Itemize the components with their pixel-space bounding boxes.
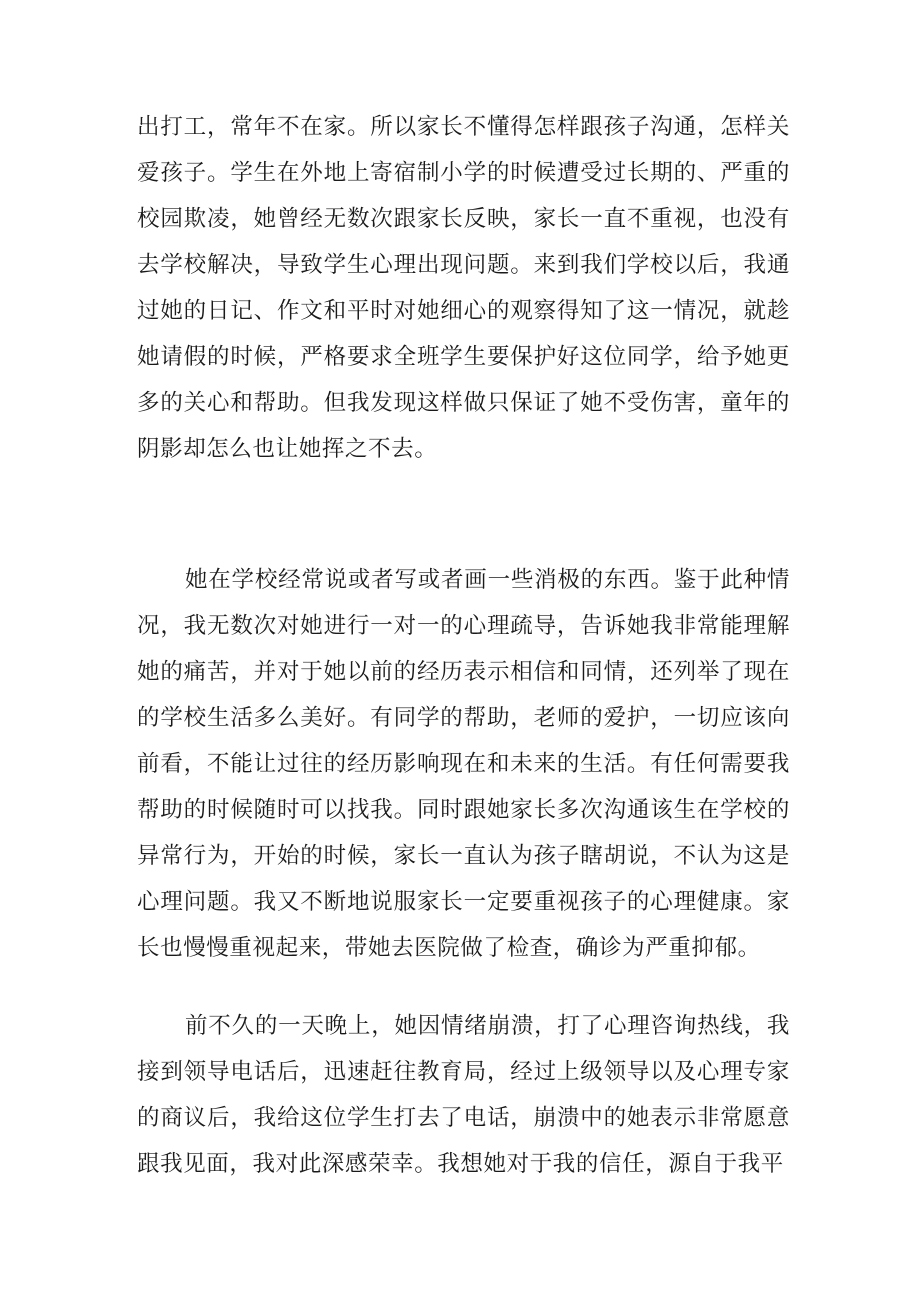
paragraph-hotline: 前不久的一天晚上，她因情绪崩溃，打了心理咨询热线，我接到领导电话后，迅速赶往教育局，经过上级领导以及心理专家的商议后，我给这位学生打去了电话，崩溃中的她表示非常愿意跟我见面，我对此深感荣幸。我想她对于我的信任，源自于我平 [137,1013,790,1177]
paragraph-continued: 出打工，常年不在家。所以家长不懂得怎样跟孩子沟通，怎样关爱孩子。学生在外地上寄宿制小学的时候遭受过长期的、严重的校园欺凌，她曾经无数次跟家长反映，家长一直不重视，也没有去学校解决，导致学生心理出现问题。来到我们学校以后，我通过她的日记、作文和平时对她细心的观察得知了这一情况，就趁她请假的时候，严格要求全班学生要保护好这位同学，给予她更多的关心和帮助。但我发现这样做只保证了她不受伤害，童年的阴影却怎么也让她挥之不去。 [137,114,790,462]
paragraph-counseling: 她在学校经常说或者写或者画一些消极的东西。鉴于此种情况，我无数次对她进行一对一的心理疏导，告诉她我非常能理解她的痛苦，并对于她以前的经历表示相信和同情，还列举了现在的学校生活多么美好。有同学的帮助，老师的爱护，一切应该向前看，不能让过往的经历影响现在和未来的生活。有任何需要我帮助的时候随时可以找我。同时跟她家长多次沟通该生在学校的异常行为，开始的时候，家长一直认为孩子瞎胡说，不认为这是心理问题。我又不断地说服家长一定要重视孩子的心理健康。家长也慢慢重视起来，带她去医院做了检查，确诊为严重抑郁。 [137,567,790,961]
